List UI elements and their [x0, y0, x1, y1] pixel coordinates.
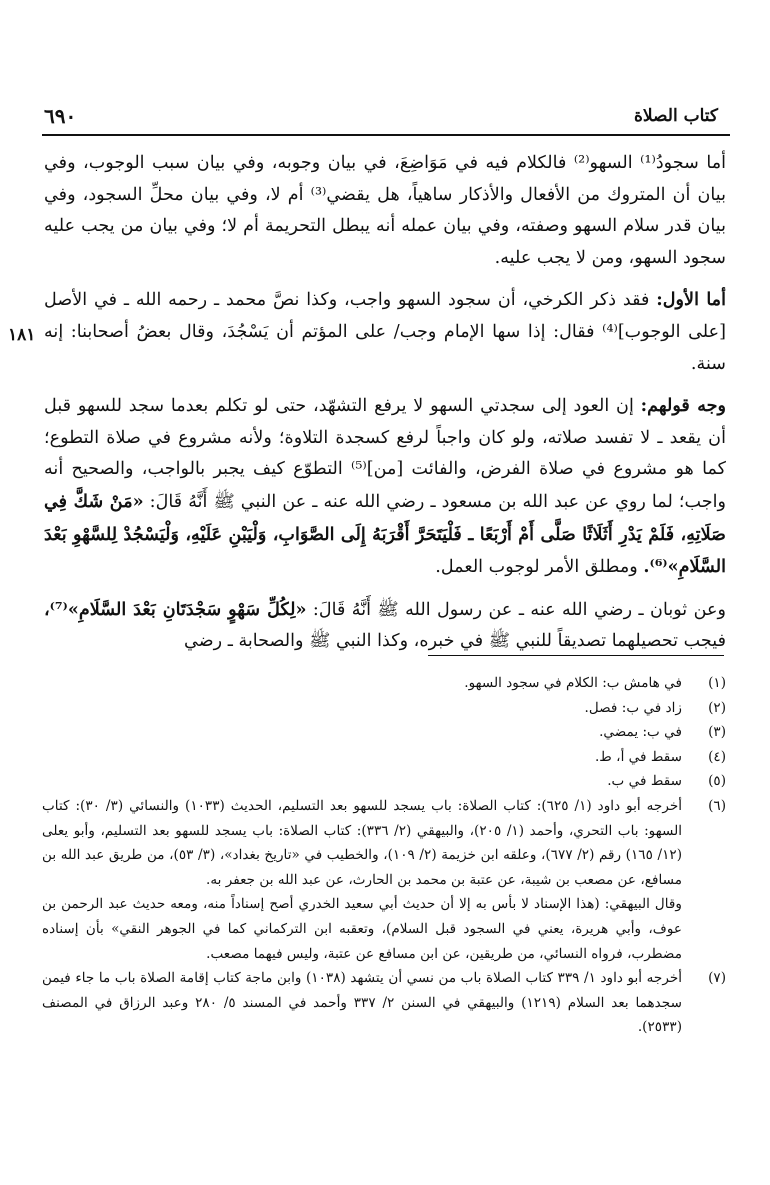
- footnote-text: زاد في ب: فصل.: [584, 699, 682, 716]
- paragraph-3-tail: ومطلق الأمر لوجوب العمل.: [435, 557, 638, 578]
- footnote-number: (٧): [708, 970, 726, 987]
- paragraph-2-text: فقد ذكر الكرخي، أن سجود السهو واجب، وكذا نصَّ محمد ـ رحمه الله ـ في الأصل [على الوجوب]⁽⁴⁾ فقال: إذا سها الإمام وجب/ على المؤتم أن يَسْجُدَ، وقال بعضُ أصحابنا: إنه سنة.: [44, 290, 726, 374]
- paragraph-3-text: إن العود إلى سجدتي السهو لا يرفع التشهّد، حتى لو تكلم بعدما سجد للسهو قبل أن يقعد ـ لا تفسد صلاته، ولو كان واجباً لرفع كسجدة التلاوة؛ ولأنه مشروع في صلاة التطوع؛ كما هو مشروع في صلاة الفرض، والفائت [من]⁽⁵⁾ التطوّع كيف يجبر بالواجب، والصحيح أنه واجب؛ لما روي عن عبد الله بن مسعود ـ رضي الله عنه ـ عن النبي ﷺ أَنَّهُ قَالَ:: [44, 396, 726, 512]
- paragraph-2-lead: أما الأول:: [656, 289, 726, 311]
- footnote-text: أخرجه أبو داود ١/ ٣٣٩ كتاب الصلاة باب من نسي أن يتشهد (١٠٣٨) وابن ماجة كتاب إقامة الصلاة باب ما جاء فيمن سجدهما بعد السلام (١٢١٩) والبيهقي في السنن ٢/ ٣٣٧ وأحمد في المسند ٥/ ٢٨٠ وعبد الرزاق في المصنف (٢٥٣٣).: [42, 970, 683, 1036]
- paragraph-1: أما سجودُ⁽¹⁾ السهو⁽²⁾ فالكلام فيه في مَوَاضِعَ، في بيان وجوبه، وفي بيان سبب الوجوب، وفي بيان أن المتروك من الأفعال والأذكار ساهياً، هل يقضي⁽³⁾ أم لا، وفي بيان محلِّ السجود، وفي بيان قدر سلام السهو وصفته، وفي بيان عمله أنه يبطل التحريمة أم لا؛ وفي بيان من يجب عليه سجود السهو، ومن لا يجب عليه.: [44, 153, 727, 268]
- footnote-number: (٦): [708, 797, 726, 814]
- hadith-1: «مَنْ شَكَّ فِي صَلَاتِهِ، فَلَمْ يَدْرِ أَثَلَاثًا صَلَّى أَمْ أَرْبَعًا ـ فَلْيَتَحَرَّ أَقْرَبَهُ إِلَى الصَّوَابِ، وَلْيَبْنِ عَلَيْهِ، وَلْيَسْجُدْ لِلسَّهْوِ بَعْدَ السَّلَامِ»⁽⁶⁾.: [44, 490, 726, 578]
- paragraph-3: [44, 390, 726, 584]
- chapter-title: كتاب الصلاة: [633, 106, 718, 126]
- footnote-number: (٤): [708, 748, 726, 765]
- footnote-text: في ب: يمضي.: [599, 724, 682, 741]
- paragraph-4-tail: فيجب تحصيلهما تصديقاً للنبي ﷺ في خبره، وكذا النبي ﷺ والصحابة ـ رضي: [184, 631, 726, 652]
- footnote-text: سقط في أ، ط.: [594, 748, 682, 765]
- footnote-text: سقط في ب.: [607, 773, 682, 790]
- footnote-number: (٣): [708, 724, 726, 741]
- footnote-number: (٢): [708, 699, 726, 716]
- paragraph-4: [44, 594, 726, 658]
- paragraph-2: [44, 284, 726, 380]
- footnote: [42, 671, 726, 696]
- paragraph-4-text: وعن ثوبان ـ رضي الله عنه ـ عن رسول الله ﷺ أَنَّهُ قَالَ:: [312, 599, 727, 620]
- footnote: [42, 696, 726, 721]
- margin-page-marker: ١٨١: [8, 325, 36, 345]
- footnote-text: في هامش ب: الكلام في سجود السهو.: [464, 675, 682, 691]
- footnote: [42, 745, 726, 770]
- footnote: [42, 769, 726, 794]
- footnote-text-continued: وقال البيهقي: (هذا الإسناد لا بأس به إلا أن حديث أبي سعيد الخدري أصح إسناداً منه، ومعه حديث عبد الرحمن بن عوف، وأبي هريرة، يعني في السجود قبل السلام)، وتعقبه ابن التركماني كما في الجوهر النقي» بأن إسناده مضطرب، فرواه النسائي، من طريقين، عن ابن مسافع عن عتبة، وليس فيهما مصعب.: [42, 896, 682, 962]
- main-text: [44, 148, 726, 658]
- paragraph-3-lead: وجه قولهم:: [640, 395, 726, 417]
- footnote: [42, 966, 726, 1040]
- footnote-number: (٥): [708, 773, 726, 790]
- footnote: [42, 794, 726, 966]
- header-rule: [42, 134, 730, 136]
- footnote: [42, 720, 726, 745]
- page-number: ٦٩٠: [44, 104, 77, 128]
- footnotes: [42, 671, 726, 1040]
- footnote-number: (١): [708, 675, 726, 691]
- hadith-2: «لِكُلِّ سَهْوٍ سَجْدَتَانِ بَعْدَ السَّلَامِ»⁽⁷⁾،: [44, 598, 307, 620]
- running-header: [40, 100, 730, 134]
- footnote-text: أخرجه أبو داود (١/ ٦٢٥): كتاب الصلاة: باب يسجد للسهو بعد التسليم، الحديث (١٠٣٣) والنسائي (٣/ ٣٠): كتاب السهو: باب التحري، وأحمد (١/ ٢٠٥)، والبيهقي (٢/ ٣٣٦): كتاب الصلاة: باب يسجد للسهو بعد التسليم، وأبو يعلى (١٢/ ١٦٥) رقم (٢/ ٦٧٧)، وعلقه ابن خزيمة (٢/ ١٠٩)، والخطيب في «تاريخ بغداد»، (٣/ ٥٣)، من طريق عبد الله بن مسافع، عن مصعب بن شيبة، عن عتبة بن محمد بن الحارث، عن عبد الله بن جعفر به.: [42, 797, 683, 888]
- footnote-separator: [428, 655, 724, 656]
